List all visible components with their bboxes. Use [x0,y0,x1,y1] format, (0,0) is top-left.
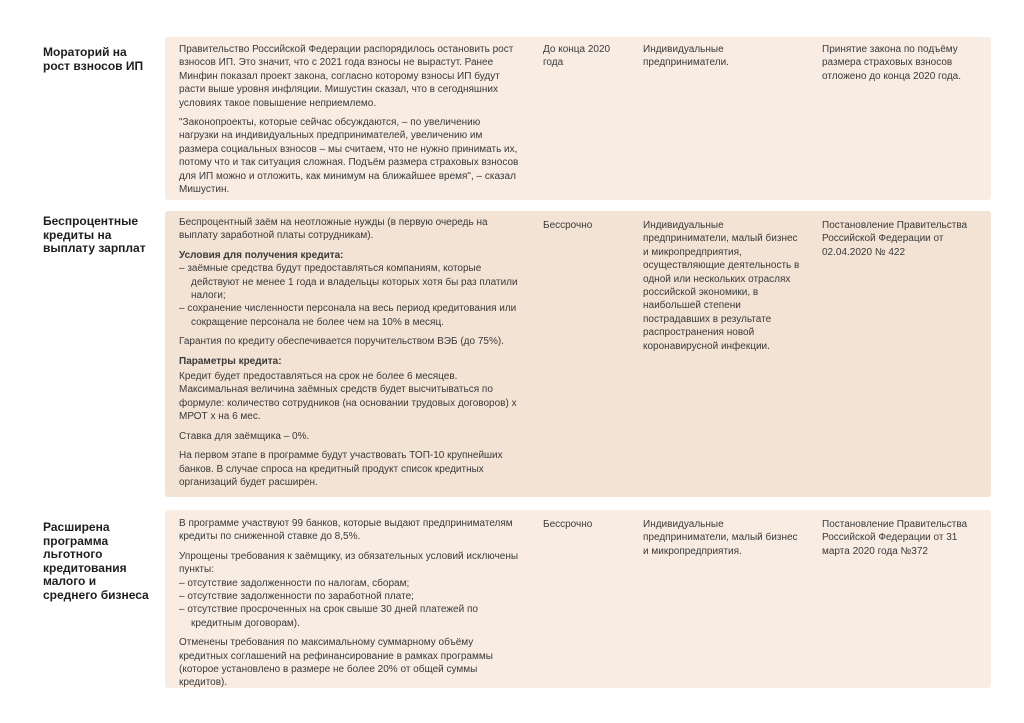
outro-paragraph: Отменены требования по максимальному суммарному объёму кредитных соглашений на рефинансирование в рамках программы (которое установлено в размере не более 20% от общей суммы кредитов). [179,637,493,689]
excluded-conditions-list [179,577,519,631]
guarantee-paragraph: Гарантия по кредиту обеспечивается поручительством ВЭБ (до 75%). [179,336,504,348]
row-title-preferential-lending: Расширена программа льготного кредитования малого и среднего бизнеса [43,520,149,602]
description-paragraph: Правительство Российской Федерации распорядилось остановить рост взносов ИП. Это значит, что с 2021 года взносы не вырастут. Ранее Минфин показал проект закона, согласно которому взносы ИП будут расти выше уровня инфляции. Мишустин сказал, что в сегодняшних условиях такое повышение неприемлемо. [179,44,514,109]
list-item: – отсутствие задолженности по заработной плате; [179,590,519,603]
measure-document: Постановление Правительства Российской Федерации от 02.04.2020 № 422 [822,220,968,258]
measure-document: Постановление Правительства Российской Федерации от 31 марта 2020 года №372 [822,519,968,557]
measure-card-interest-free-loans [165,211,991,497]
measure-description [179,517,519,696]
measure-recipients: Индивидуальные предприниматели, малый бизнес и микропредприятия. [643,519,798,557]
description-paragraph: В программе участвуют 99 банков, которые выдают предпринимателям кредиты по сниженной ставке до 8,5%. [179,518,513,543]
measure-card-preferential-lending [165,510,991,688]
measure-document: Принятие закона по подъёму размера страховых взносов отложено до конца 2020 года. [822,44,961,82]
measure-term: Бессрочно [543,220,593,231]
measure-description [179,216,519,495]
measure-term: Бессрочно [543,519,593,530]
description-paragraph: Беспроцентный заём на неотложные нужды (в первую очередь на выплату заработной платы сотрудникам). [179,217,488,242]
row-title-moratorium: Мораторий на рост взносов ИП [43,45,144,73]
measure-description [179,43,519,202]
conditions-heading: Условия для получения кредита: [179,249,344,261]
list-item: – сохранение численности персонала на весь период кредитования или сокращение персонала не более чем на 10% в месяц. [179,302,519,329]
measure-recipients: Индивидуальные предприниматели. [643,44,729,69]
params-paragraph: Ставка для заёмщика – 0%. [179,430,310,442]
quote-paragraph: "Законопроекты, которые сейчас обсуждаются, – по увеличению нагрузки на индивидуальных предпринимателей, увеличению им размера социальных взносов – мы считаем, что не нужно принимать их, потому что и так ситуация сложная. Подъём размера страховых взносов для ИП можно и отложить, как минимум на ближайшее время", – сказал Мишустин. [179,117,519,196]
params-heading: Параметры кредита: [179,355,282,367]
list-item: – отсутствие задолженности по налогам, сборам; [179,577,519,590]
conditions-list [179,262,519,329]
list-item: – заёмные средства будут предоставляться компаниям, которые действуют не менее 1 года и владельцы которых хотя бы раз платили налоги; [179,262,519,302]
measure-recipients: Индивидуальные предприниматели, малый бизнес и микропредприятия, осуществляющие деятельность в одной или нескольких отраслях российской экономики, в наибольшей степени пострадавших в результате распространения новой коронавирусной инфекции. [643,220,800,352]
params-paragraph: Кредит будет предоставляться на срок не более 6 месяцев. Максимальная величина заёмных средств будет высчитываться по формуле: количество сотрудников (на основании трудовых договоров) х МРОТ х на 6 мес. [179,371,517,423]
simplified-paragraph: Упрощены требования к заёмщику, из обязательных условий исключены пункты: [179,550,519,576]
measure-card-moratorium [165,37,991,200]
params-paragraph: На первом этапе в программе будут участвовать ТОП-10 крупнейших банков. В случае спроса на кредитный продукт список кредитных организаций будет расширен. [179,450,503,488]
measure-term: До конца 2020 года [543,44,611,69]
list-item: – отсутствие просроченных на срок свыше 30 дней платежей по кредитным договорам). [179,603,519,630]
row-title-interest-free-loans: Беспроцентные кредиты на выплату зарплат [43,214,146,255]
